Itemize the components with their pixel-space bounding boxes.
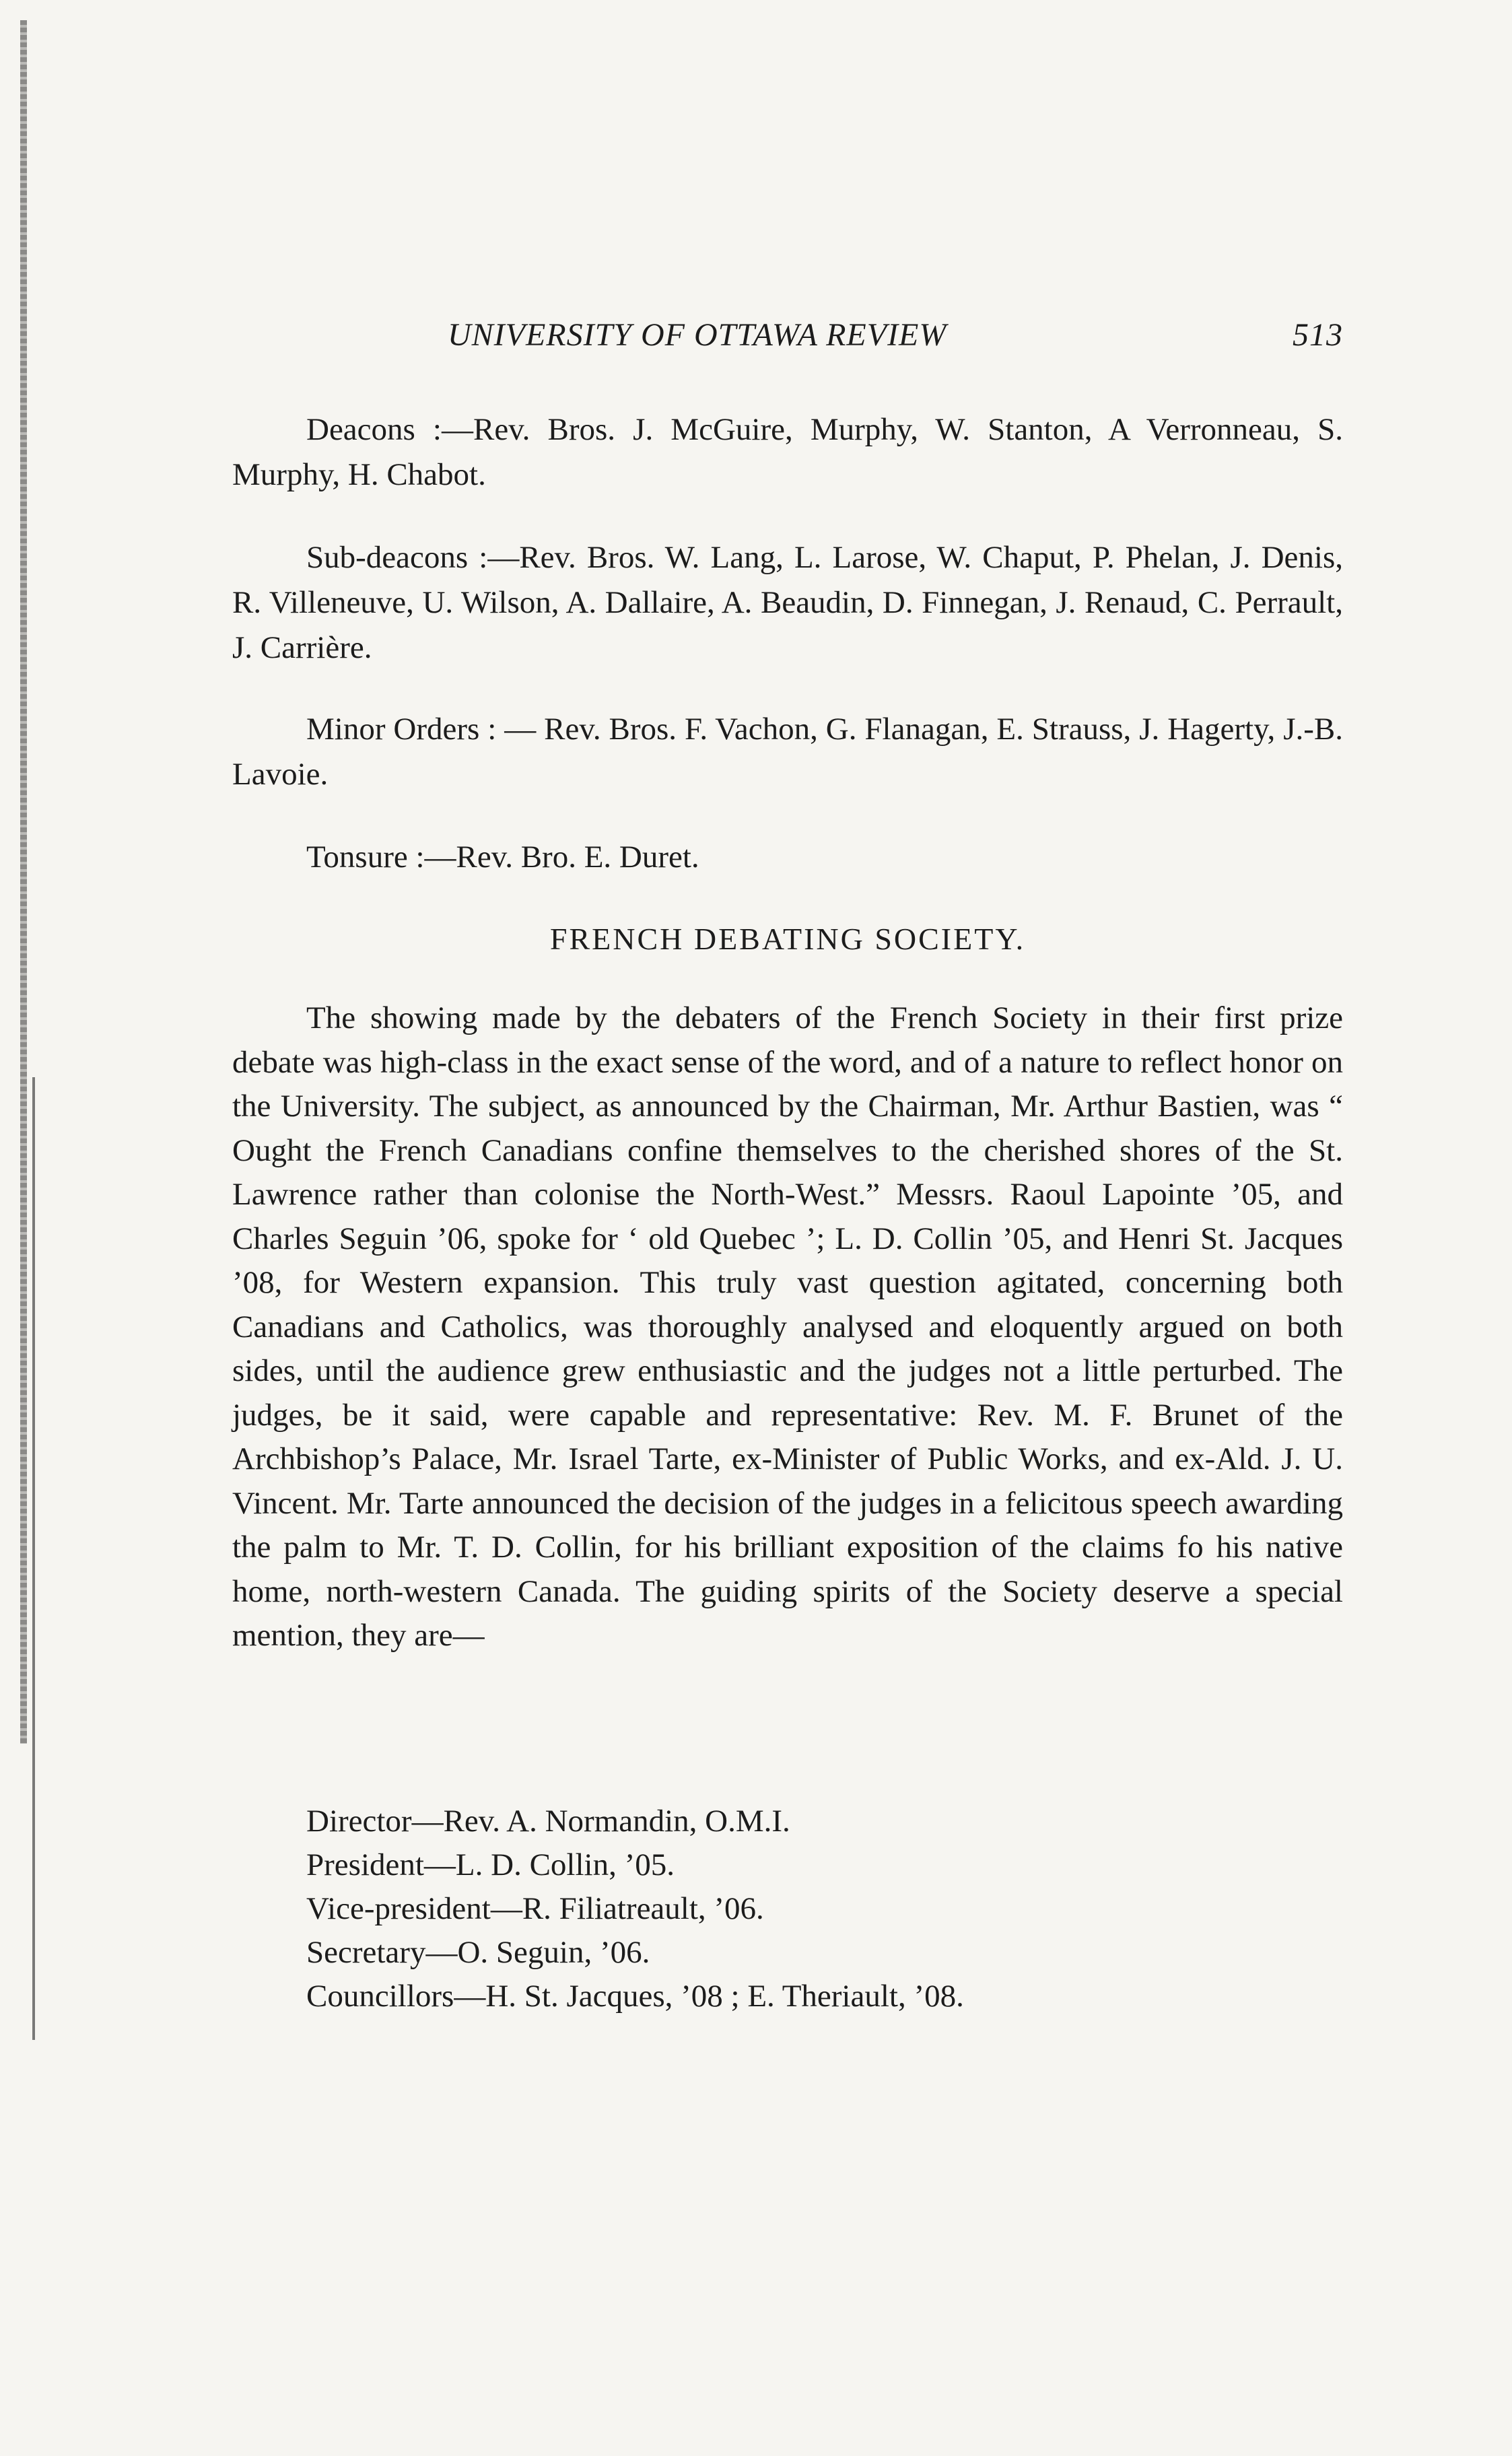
journal-title: UNIVERSITY OF OTTAWA REVIEW: [448, 317, 947, 353]
deacons-paragraph: Deacons :—Rev. Bros. J. McGuire, Murphy, W. Stanton, A Verronneau, S. Murphy, H. Chabot.: [232, 412, 1343, 492]
officer-vice-president: Vice-president—R. Filiatreault, ’06.: [306, 1891, 764, 1926]
running-header: [448, 316, 1343, 364]
page-number: 513: [1293, 317, 1343, 353]
section-heading: FRENCH DEBATING SOCIETY.: [549, 922, 1026, 956]
minor-orders-paragraph: Minor Orders : — Rev. Bros. F. Vachon, G. Flanagan, E. Strauss, J. Hagerty, J.-B. Lavoie.: [232, 712, 1343, 792]
officers-list: [306, 1800, 1316, 2018]
tonsure-paragraph: Tonsure :—Rev. Bro. E. Duret.: [306, 840, 699, 875]
debate-paragraph: The showing made by the debaters of the French Society in their first prize debate was high-class in the exact sense of the word, and of a nature to reflect honor on the University. The subject, as announced by the Chairman, Mr. Arthur Bastien, was “ Ought the French Canadians confine themselves to the cherished shores of the St. Lawrence rather than colonise the North-West.” Messrs. Raoul Lapointe ’05, and Charles Seguin ’06, spoke for ‘ old Quebec ’; L. D. Collin ’05, and Henri St. Jacques ’08, for Western expansion. This truly vast question agitated, concerning both Canadians and Catholics, was thoroughly analysed and eloquently argued on both sides, until the audience grew enthusiastic and the judges not a little perturbed. The judges, be it said, were capable and representative: Rev. M. F. Brunet of the Archbishop’s Palace, Mr. Israel Tarte, ex-Minister of Public Works, and ex-Ald. J. U. Vincent. Mr. Tarte announced the decision of the judges in a felicitous speech awarding the palm to Mr. T. D. Collin, for his brilliant exposition of the claims fo his native home, north-western Canada. The guiding spirits of the Society deserve a special mention, they are—: [232, 1000, 1343, 1653]
officer-president: President—L. D. Collin, ’05.: [306, 1847, 675, 1882]
officer-secretary: Secretary—O. Seguin, ’06.: [306, 1935, 650, 1970]
document-page: [232, 0, 1343, 2456]
scanned-margin-line: [32, 1077, 35, 2040]
subdeacons-paragraph: Sub-deacons :—Rev. Bros. W. Lang, L. Larose, W. Chaput, P. Phelan, J. Denis, R. Villeneuve, U. Wilson, A. Dallaire, A. Beaudin, D. Finnegan, J. Renaud, C. Perrault, J. Carrière.: [232, 540, 1343, 665]
officer-councillors: Councillors—H. St. Jacques, ’08 ; E. Theriault, ’08.: [306, 1979, 964, 2014]
scanned-page-edge: [20, 20, 27, 1744]
officer-director: Director—Rev. A. Normandin, O.M.I.: [306, 1804, 790, 1839]
